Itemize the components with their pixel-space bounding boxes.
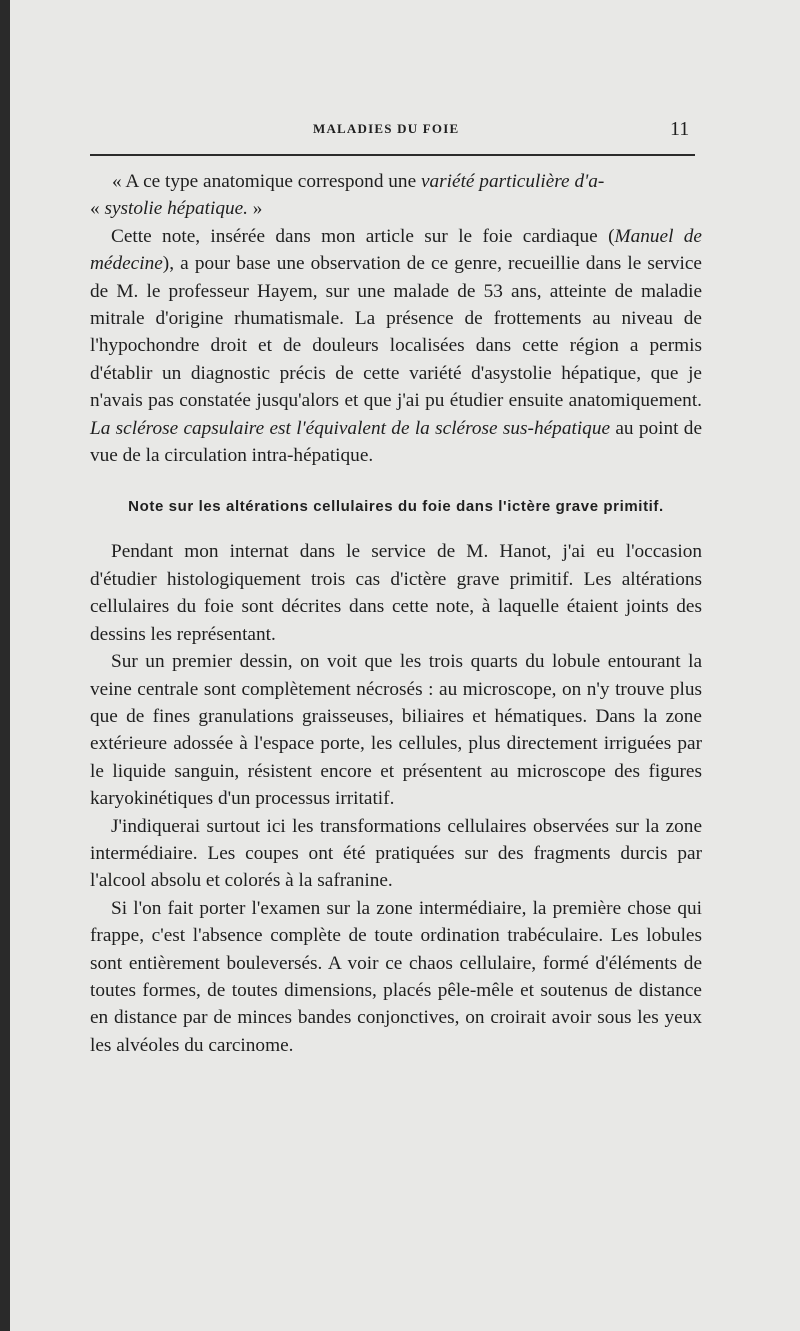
book-page xyxy=(10,0,800,1331)
quote-text: « A ce type anatomique correspond une xyxy=(112,171,421,192)
paragraph: Si l'on fait porter l'examen sur la zone intermédiaire, la première chose qui frappe, c'est l'absence complète de toute ordination trabéculaire. Les lobules sont entièrement bouleversés. A voir ce chaos cellulaire, formé d'éléments de toutes formes, de toutes dimensions, placés pêle-mêle et soutenus de distance en distance par de minces bandes conjonctives, on croirait avoir sous les yeux les alvéoles du carcinome. xyxy=(90,897,702,1056)
quote-line-2 xyxy=(90,195,702,222)
quote-line-1 xyxy=(90,168,702,195)
running-head: MALADIES DU FOIE xyxy=(313,121,460,136)
body-text xyxy=(90,168,702,1059)
text-run: Cette note, insérée dans mon article sur le foie cardiaque ( xyxy=(111,225,615,247)
italic-title: Manuel de médecine xyxy=(90,225,702,275)
quote-mark: « xyxy=(90,198,105,220)
paragraph: Pendant mon internat dans le service de M. Hanot, j'ai eu l'occasion d'étudier histologiquement trois cas d'ictère grave primitif. Les altérations cellulaires du foie sont décrites dans cette note, à laquelle étaient joints des dessins les représentant. xyxy=(90,541,702,645)
text-run: ), a pour base une observation de ce genre, recueillie dans le service de M. le professeur Hayem, sur une malade de 53 ans, atteinte de maladie mitrale d'origine rhumatismale. La présence de frottements au niveau de l'hypochondre droit et de douleurs localisées dans cette région a permis d'établir un diagnostic précis de cette variété d'asystolie hépatique, que je n'avais pas constatée jusqu'alors et que j'ai pu étudier ensuite anatomiquement. xyxy=(90,253,702,412)
paragraph: Sur un premier dessin, on voit que les trois quarts du lobule entourant la veine centrale sont complètement nécrosés : au microscope, on n'y trouve plus que de fines granulations graisseuses, biliaires et hématiques. Dans la zone extérieure adossée à l'espace porte, les cellules, plus directement irriguées par le liquide sanguin, résistent encore et présentent au microscope des figures karyokinétiques d'un processus irritatif. xyxy=(90,651,702,810)
section-title: Note sur les altérations cellulaires du foie dans l'ictère grave primitif. xyxy=(128,498,664,516)
paragraph: J'indiquerai surtout ici les transformations cellulaires observées sur la zone intermédiaire. Les coupes ont été pratiquées sur des fragments durcis par l'alcool absolu et colorés à la safranine. xyxy=(90,815,702,892)
quote-mark: » xyxy=(247,198,263,220)
page-header xyxy=(10,118,800,142)
page-number: 11 xyxy=(670,118,690,140)
italic-statement: La sclérose capsulaire est l'équivalent de la sclérose sus-hépatique xyxy=(90,417,611,439)
paragraph-note xyxy=(90,223,702,470)
quote-emphasis: systolie hépatique. xyxy=(104,198,248,220)
header-rule xyxy=(90,154,695,156)
text-run: au point de vue de la circulation intra-hépatique. xyxy=(90,417,702,467)
quote-emphasis: variété particulière d'a- xyxy=(420,171,605,192)
